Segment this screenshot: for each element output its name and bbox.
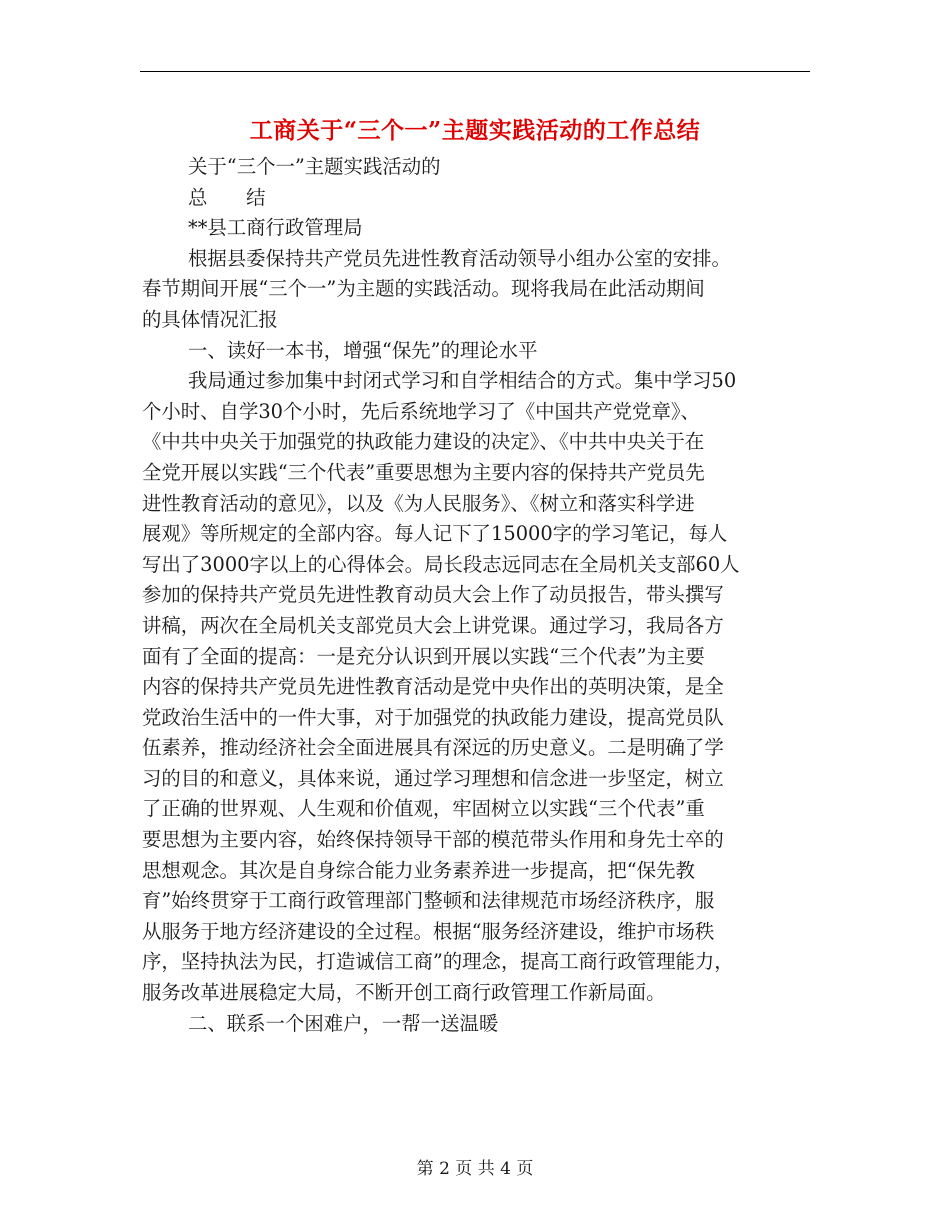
body-line: 内容的保持共产党员先进性教育活动是党中央作出的英明决策，是全 [142, 675, 724, 699]
body-line: 参加的保持共产党员先进性教育动员大会上作了动员报告，带头撰写 [142, 583, 724, 607]
body-line: 要思想为主要内容，始终保持领导干部的模范带头作用和身先士卒的 [142, 828, 724, 852]
body-line: 《中共中央关于加强党的执政能力建设的决定》、《中共中央关于在 [142, 430, 705, 454]
document-body [142, 152, 812, 1039]
body-line: 序，坚持执法为民，打造诚信工商”的理念，提高工商行政管理能力， [142, 950, 734, 974]
body-line: **县工商行政管理局 [188, 216, 363, 240]
body-line: 关于“三个一”主题实践活动的 [188, 155, 441, 178]
header-rule [140, 71, 810, 72]
body-line: 了正确的世界观、人生观和价值观，牢固树立以实践“三个代表”重 [142, 797, 705, 821]
body-line: 从服务于地方经济建设的全过程。根据“服务经济建设，维护市场秩 [142, 919, 715, 943]
body-line: 伍素养，推动经济社会全面进展具有深远的历史意义。二是明确了学 [142, 736, 724, 760]
body-line: 习的目的和意义，具体来说，通过学习理想和信念进一步坚定，树立 [142, 766, 724, 790]
body-line: 个小时、自学30个小时，先后系统地学习了《中国共产党党章》、 [142, 399, 700, 423]
document-title: 工商关于“三个一”主题实践活动的工作总结 [249, 117, 701, 144]
body-line: 服务改革进展稳定大局，不断开创工商行政管理工作新局面。 [142, 981, 666, 1005]
body-line: 进性教育活动的意见》，以及《为人民服务》、《树立和落实科学进 [142, 491, 695, 515]
body-line: 我局通过参加集中封闭式学习和自学相结合的方式。集中学习50 [188, 369, 737, 393]
page-number: 第 2 页 共 4 页 [416, 1159, 534, 1179]
body-line: 展观》等所规定的全部内容。每人记下了15000字的学习笔记，每人 [142, 522, 728, 546]
body-line: 讲稿，两次在全局机关支部党员大会上讲党课。通过学习，我局各方 [142, 613, 724, 637]
body-line: 面有了全面的提高：一是充分认识到开展以实践“三个代表”为主要 [142, 644, 705, 668]
body-line: 育”始终贯穿于工商行政管理部门整顿和法律规范市场经济秩序，服 [142, 889, 715, 913]
body-line: 全党开展以实践“三个代表”重要思想为主要内容的保持共产党员先 [142, 460, 705, 484]
body-line: 春节期间开展“三个一”为主题的实践活动。现将我局在此活动期间 [142, 277, 705, 301]
body-line: 的具体情况汇报 [142, 307, 278, 331]
body-line: 根据县委保持共产党员先进性教育活动领导小组办公室的安排。 [188, 246, 731, 270]
body-line: 总 结 [188, 185, 266, 209]
body-line: 思想观念。其次是自身综合能力业务素养进一步提高，把“保先教 [142, 858, 695, 882]
section-heading: 二、联系一个困难户，一帮一送温暖 [188, 1011, 499, 1035]
section-heading: 一、读好一本书，增强“保先”的理论水平 [188, 338, 538, 362]
body-line: 写出了3000字以上的心得体会。局长段志远同志在全局机关支部60人 [142, 552, 740, 576]
body-line: 党政治生活中的一件大事，对于加强党的执政能力建设，提高党员队 [142, 705, 724, 729]
